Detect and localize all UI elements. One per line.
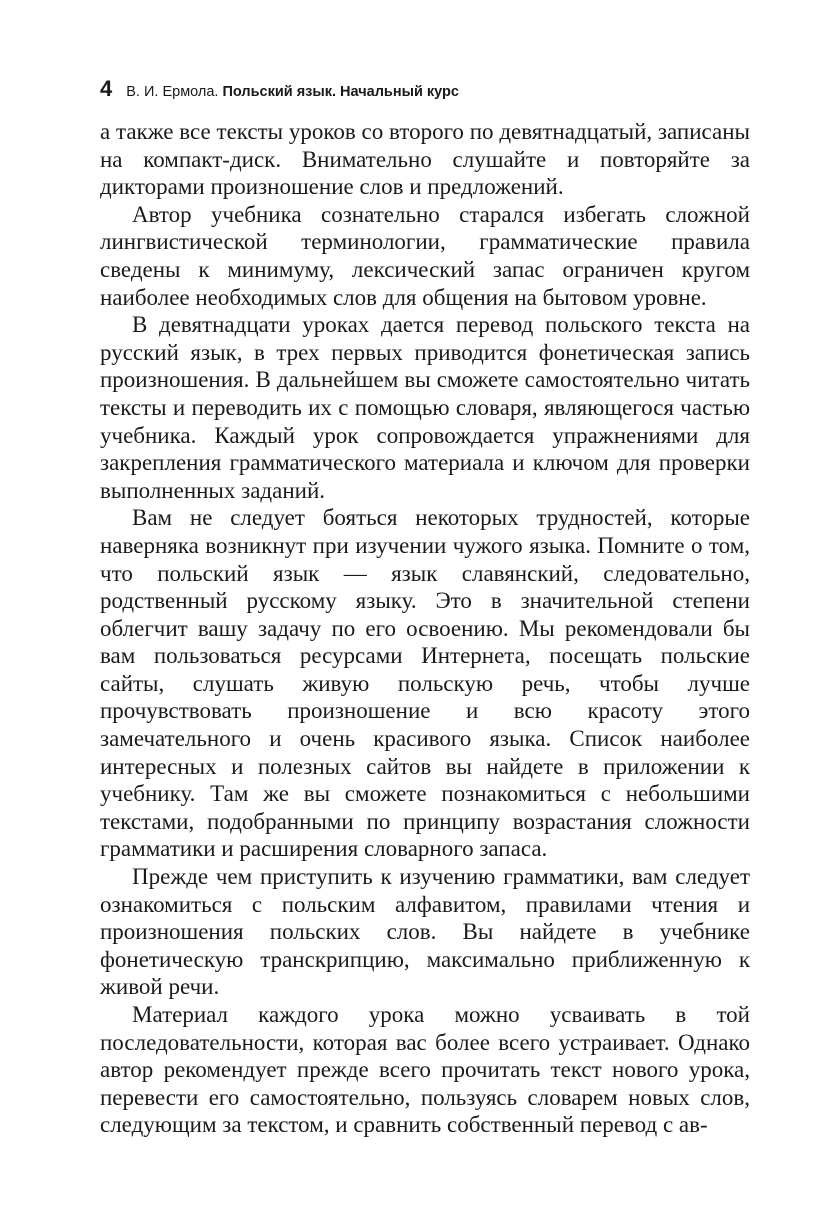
paragraph-2: Автор учебника сознательно старался избегать сложной лингвистической терминологии, грамматические правила сведены к минимуму, лексический запас ограничен кругом наиболее необходимых слов для общения на бытовом уровне. — [100, 201, 750, 310]
running-header — [100, 78, 750, 112]
book-title: Польский язык. Начальный курс — [222, 84, 459, 100]
page-number: 4 — [100, 76, 113, 101]
book-page — [100, 78, 750, 1139]
paragraph-6: Материал каждого урока можно усваивать в той последовательности, которая вас более всего устраивает. Однако автор рекомендует прежде всего прочитать текст нового урока, перевести его самостоятельно, пользуясь словарем новых слов, следующим за текстом, и сравнить собственный перевод с ав- — [100, 1002, 750, 1138]
body-text — [100, 118, 750, 1139]
paragraph-3: В девятнадцати уроках дается перевод польского текста на русский язык, в трех первых приводится фонетическая запись произношения. В дальнейшем вы сможете самостоятельно читать тексты и переводить их с помощью словаря, являющегося частью учебника. Каждый урок сопровождается упражнениями для закрепления грамматического материала и ключом для проверки выполненных заданий. — [100, 312, 750, 503]
paragraph-1: а также все тексты уроков со второго по девятнадцатый, записаны на компакт-диск. Внимательно слушайте и повторяйте за дикторами произношение слов и предложений. — [100, 119, 750, 200]
author-name: В. И. Ермола. — [126, 84, 219, 100]
paragraph-4: Вам не следует бояться некоторых трудностей, которые наверняка возникнут при изучении чужого языка. Помните о том, что польский язык — язык славянский, следовательно, родственный русскому языку. Это в значительной степени облегчит вашу задачу по его освоению. Мы рекомендовали бы вам пользоваться ресурсами Интернета, посещать польские сайты, слушать живую польскую речь, чтобы лучше прочувствовать произношение и всю красоту этого замечательного и очень красивого языка. Список наиболее интересных и полезных сайтов вы найдете в приложении к учебнику. Там же вы сможете познакомиться с небольшими текстами, подобранными по принципу возрастания сложности грамматики и расширения словарного запаса. — [100, 505, 750, 862]
paragraph-5: Прежде чем приступить к изучению грамматики, вам следует ознакомиться с польским алфавитом, правилами чтения и произношения польских слов. Вы найдете в учебнике фонетическую транскрипцию, максимально приближенную к живой речи. — [100, 864, 750, 1000]
